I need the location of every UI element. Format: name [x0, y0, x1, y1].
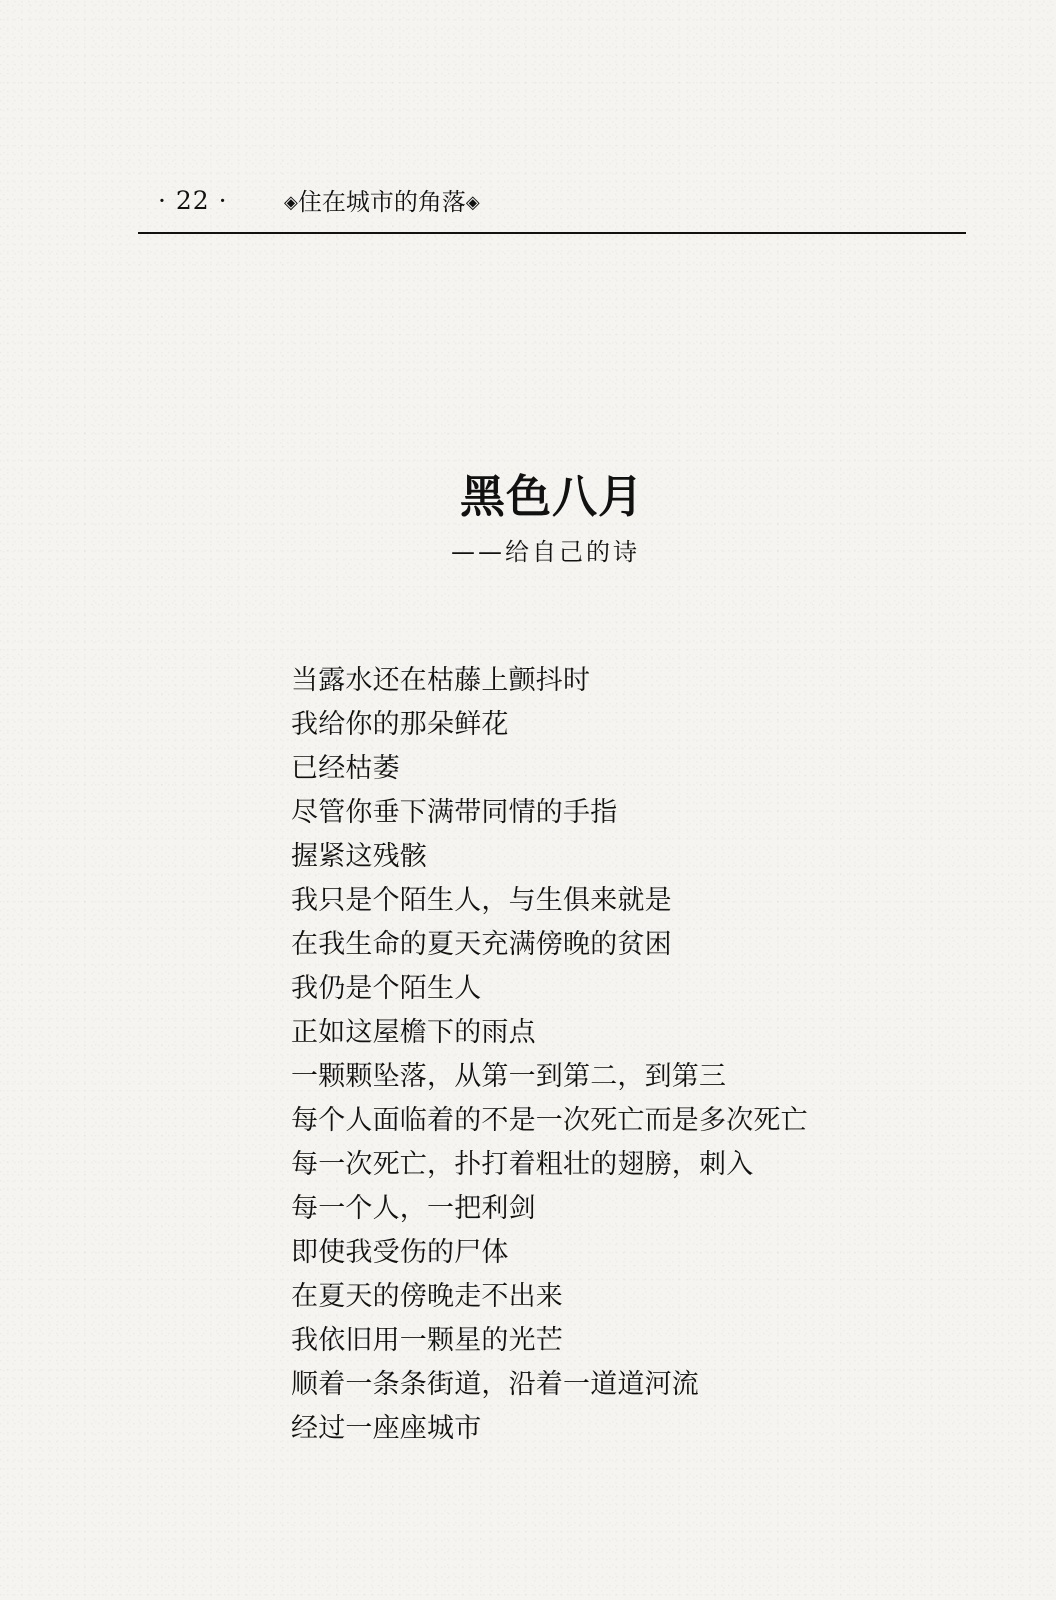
- poem-line: 我只是个陌生人，与生俱来就是: [291, 885, 672, 916]
- poem-lines: [291, 659, 911, 1451]
- diamond-ornament-icon: ◈: [284, 192, 298, 213]
- poem-line: 正如这屋檐下的雨点: [291, 1017, 536, 1048]
- poem-line: 顺着一条条街道，沿着一道道河流: [291, 1369, 699, 1400]
- diamond-ornament-icon: ◈: [465, 192, 480, 213]
- poem-line: 握紧这残骸: [291, 841, 427, 872]
- poem-line: 我仍是个陌生人: [291, 973, 482, 1004]
- poem-line: 尽管你垂下满带同情的手指: [291, 797, 618, 828]
- running-header: [138, 182, 966, 234]
- page-number: · 22 ·: [158, 186, 228, 215]
- poem-line: 每一个人，一把利剑: [291, 1193, 536, 1224]
- poem-line: 已经枯萎: [291, 753, 400, 784]
- poem-line: 在夏天的傍晚走不出来: [291, 1281, 563, 1312]
- poem-title: 黑色八月: [459, 470, 644, 524]
- book-title-text: 住在城市的角落: [297, 188, 466, 216]
- poem-line: 每个人面临着的不是一次死亡而是多次死亡: [291, 1105, 808, 1136]
- book-title: [284, 187, 480, 220]
- poem-line: 在我生命的夏天充满傍晚的贫困: [291, 929, 672, 960]
- poem-line: 经过一座座城市: [291, 1413, 482, 1444]
- poem-line: 当露水还在枯藤上颤抖时: [291, 665, 591, 696]
- poem-subtitle: ——给自己的诗: [451, 538, 640, 566]
- poem-line: 我给你的那朵鲜花: [291, 709, 509, 740]
- poem-line: 每一次死亡，扑打着粗壮的翅膀，刺入: [291, 1149, 754, 1180]
- poem-line: 我依旧用一颗星的光芒: [291, 1325, 563, 1356]
- poem-line: 即使我受伤的尸体: [291, 1237, 509, 1268]
- poem-line: 一颗颗坠落，从第一到第二，到第三: [291, 1061, 727, 1092]
